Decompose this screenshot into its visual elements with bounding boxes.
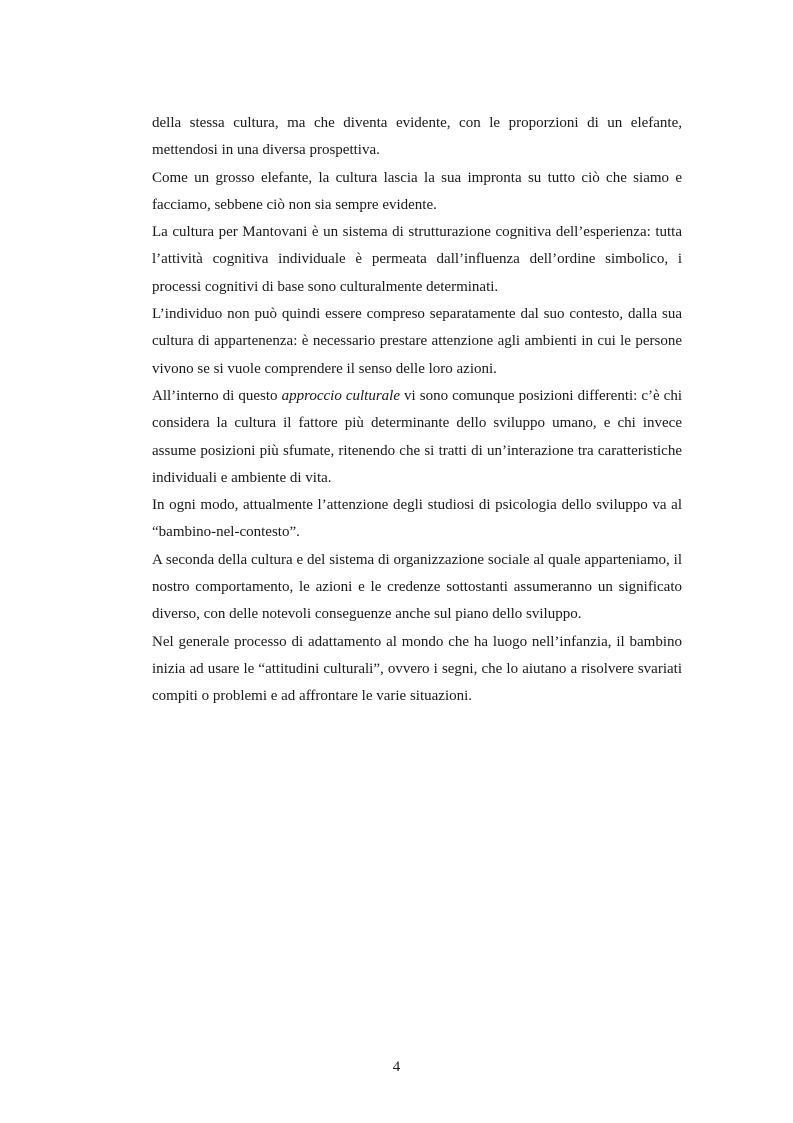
paragraph: Nel generale processo di adattamento al mondo che ha luogo nell’infanzia, il bambino inizia ad usare le “attitudini culturali”, ovvero i segni, che lo aiutano a risolvere svariati compiti o problemi e ad affrontare le varie situazioni.: [152, 633, 682, 705]
emphasized-term: approccio culturale: [281, 387, 401, 404]
page-number: 4: [392, 1059, 401, 1075]
paragraph-text: All’interno di questo: [152, 387, 282, 404]
paragraph-text: vi sono comunque posizioni differenti: c’è chi considera la cultura il fattore più determinante dello sviluppo umano, e chi invece assume posizioni più sfumate, ritenendo che si tratti di un’interazione tra caratteristiche individuali e ambiente di vita.: [152, 387, 683, 486]
paragraph: La cultura per Mantovani è un sistema di strutturazione cognitiva dell’esperienza: tutta l’attività cognitiva individuale è permeata dall’influenza dell’ordine simbolico, i processi cognitivi di base sono culturalmente determinati.: [152, 224, 682, 295]
paragraph: della stessa cultura, ma che diventa evidente, con le proporzioni di un elefante, mettendosi in una diversa prospettiva.: [152, 115, 682, 159]
paragraph: A seconda della cultura e del sistema di organizzazione sociale al quale apparteniamo, il nostro comportamento, le azioni e le credenze sottostanti assumeranno un significato diverso, con delle notevoli conseguenze anche sul piano dello sviluppo.: [152, 551, 682, 623]
paragraph: In ogni modo, attualmente l’attenzione degli studiosi di psicologia dello sviluppo va al “bambino-nel-contesto”.: [152, 497, 682, 541]
paragraph: L’individuo non può quindi essere compreso separatamente dal suo contesto, dalla sua cultura di appartenenza: è necessario prestare attenzione agli ambienti in cui le persone vivono se si vuole comprendere il senso delle loro azioni.: [152, 306, 682, 377]
paragraph: [152, 383, 682, 492]
body-text: [152, 110, 682, 711]
paragraph: Come un grosso elefante, la cultura lascia la sua impronta su tutto ciò che siamo e facciamo, sebbene ciò non sia sempre evidente.: [152, 169, 682, 213]
